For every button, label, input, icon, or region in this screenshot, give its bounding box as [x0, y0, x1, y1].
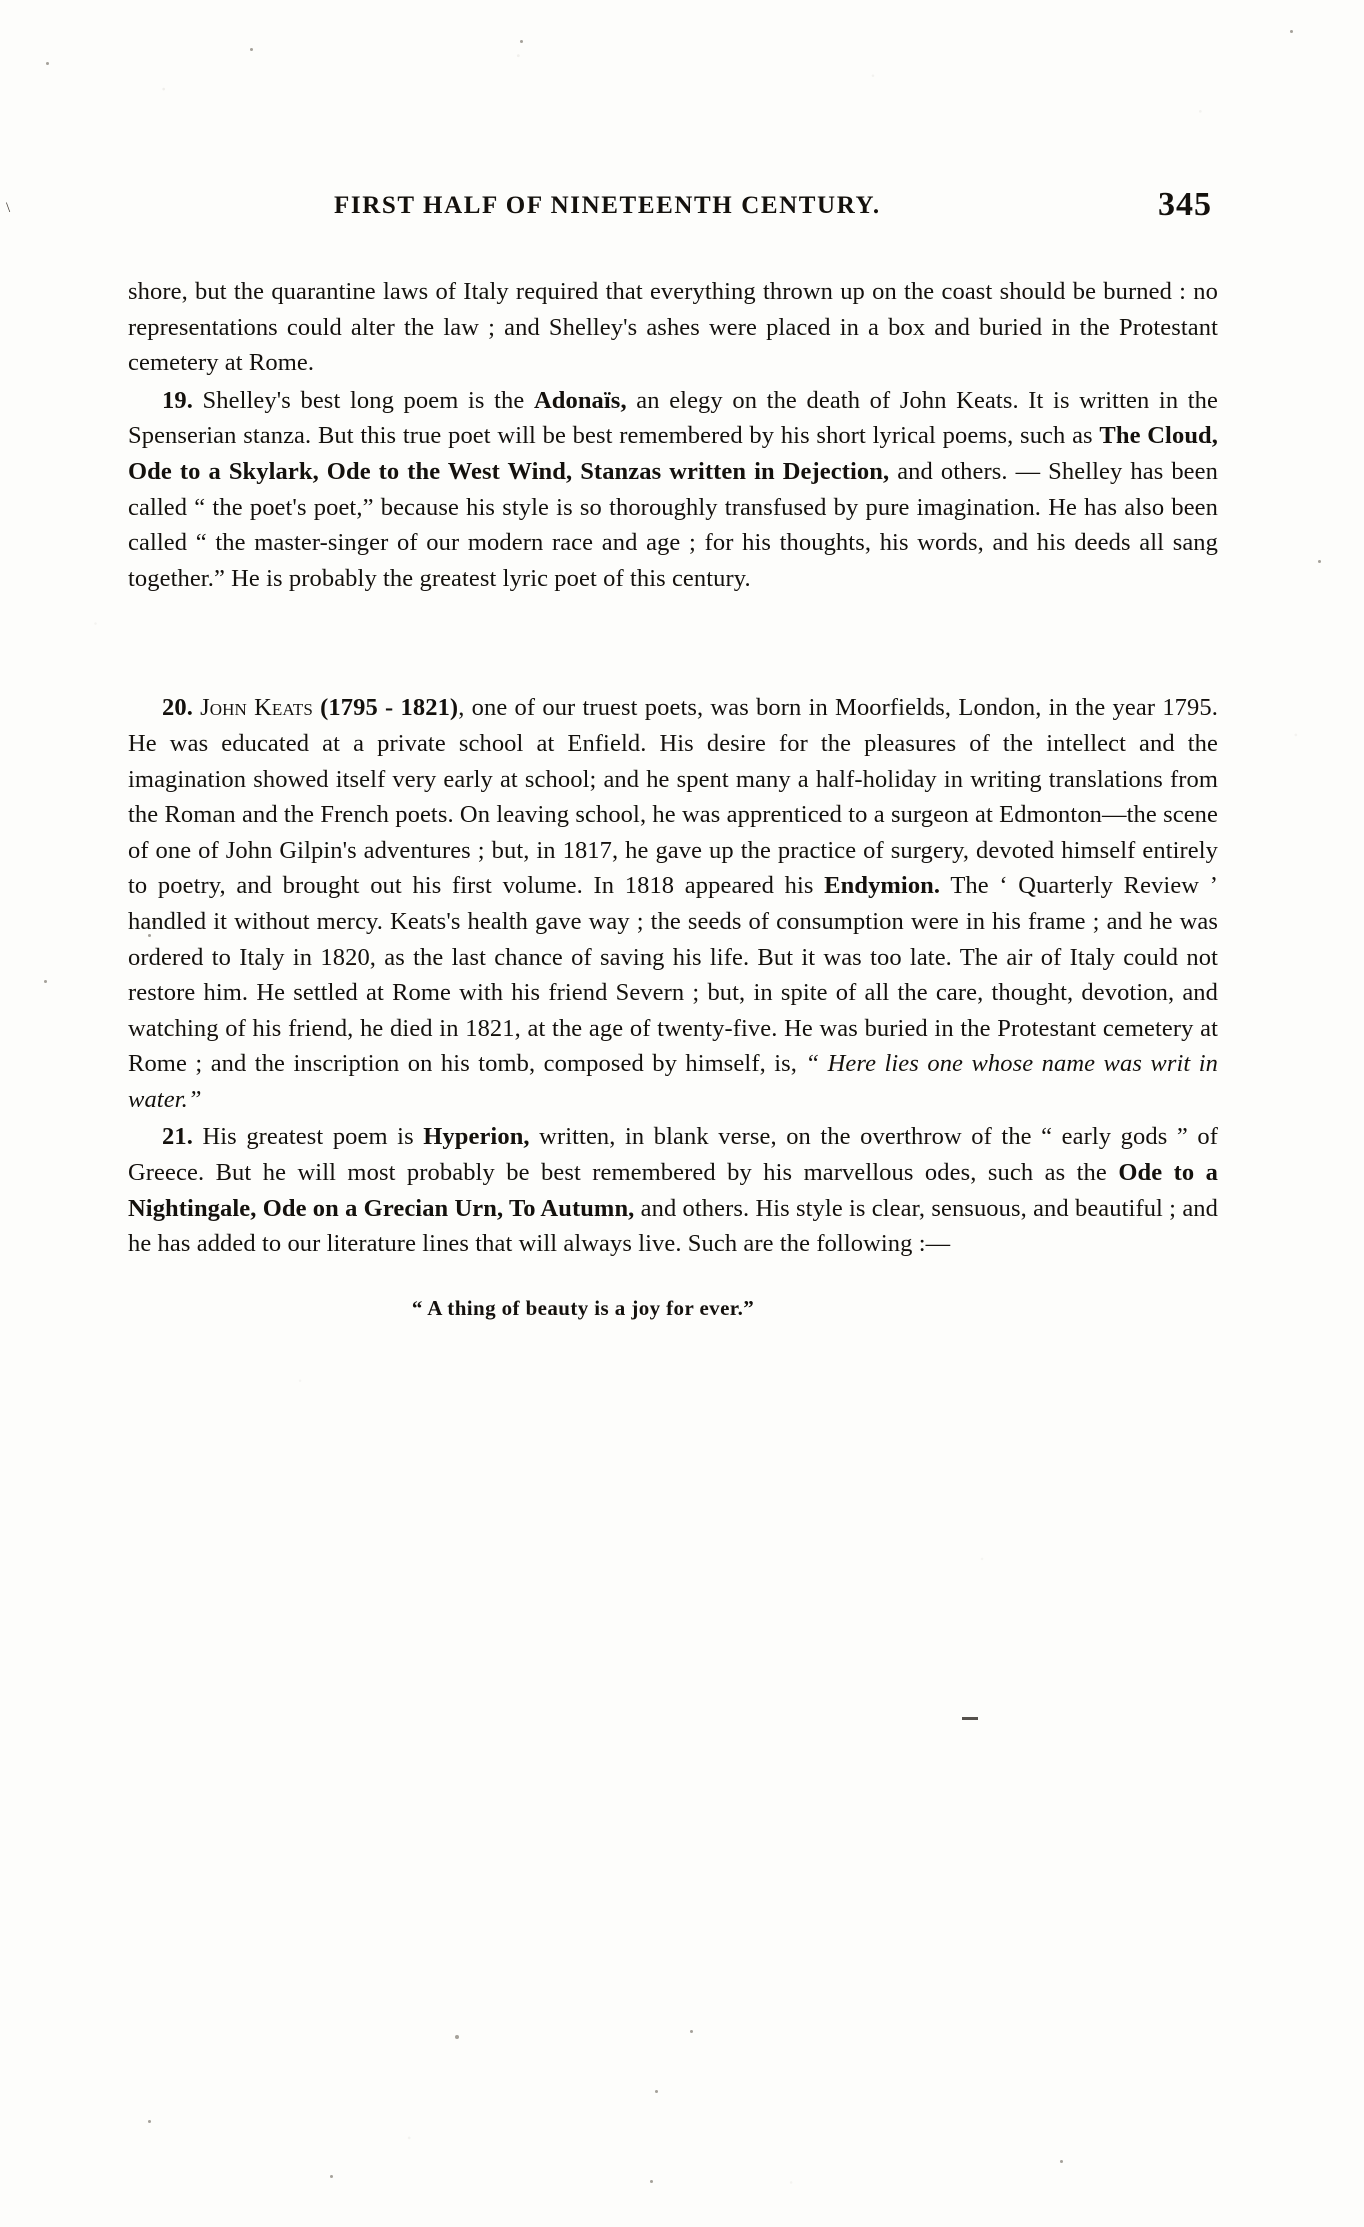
- paragraph-text: written, in blank verse, on the overthrow of the “ early gods ” of Greece. But he will most probably be best remembered by his marvellous odes, such as the: [128, 1123, 1218, 1187]
- paragraph-19: [128, 383, 1218, 597]
- work-titles-keats-odes: Ode to a Nightingale, Ode on a Grecian Urn, To Autumn,: [128, 1159, 1218, 1222]
- work-title-hyperion: Hyperion,: [423, 1123, 530, 1151]
- paragraph-text: and others. — Shelley has been called “ the poet's poet,” because his style is so thoroughly transfused by pure imagination. He has also been called “ the master-singer of our modern race and age ; for his thoughts, his words, and his deeds all sang together.” He is probably the greatest lyric poet of this century.: [128, 457, 1218, 592]
- paper-speck: [1060, 2160, 1063, 2163]
- paper-speck: [1290, 30, 1293, 33]
- paragraph-number: 21.: [162, 1123, 193, 1151]
- paper-speck: [44, 980, 47, 983]
- paper-speck: [690, 2030, 693, 2033]
- paragraph-continuation: [128, 274, 1218, 381]
- paragraph-21: [128, 1119, 1218, 1261]
- paragraph-text: an elegy on the death of John Keats. It is written in the Spenserian stanza. But this true poet will be best remembered by his short lyrical poems, such as: [128, 386, 1219, 450]
- epitaph-quotation: “ Here lies one whose name was writ in water.”: [128, 1050, 1218, 1113]
- author-name-keats: John Keats: [200, 694, 313, 722]
- page-header: [6, 186, 1218, 248]
- work-title-endymion: Endymion.: [824, 872, 941, 900]
- paragraph-text: , one of our truest poets, was born in Moorfields, London, in the year 1795. He was educated at a private school at Enfield. His desire for the pleasures of the intellect and the imagination showed itself very early at school; and he spent many a half-holiday in writing translations from the Roman and the French poets. On leaving school, he was apprenticed to a surgeon at Edmonton—the scene of one of John Gilpin's adventures ; but, in 1817, he gave up the practice of surgery, devoted himself entirely to poetry, and brought out his first volume. In 1818 appeared his: [128, 694, 1218, 900]
- work-title-adonais: Adonaïs,: [533, 386, 627, 414]
- page-content: [6, 0, 1219, 1321]
- paper-speck: [455, 2035, 459, 2039]
- paragraph-20: [128, 690, 1218, 1117]
- paper-speck: [650, 2180, 653, 2183]
- paper-speck: [330, 2175, 333, 2178]
- author-dates: (1795 - 1821): [320, 694, 459, 722]
- margin-tick-mark: \: [6, 200, 11, 216]
- stray-ink-mark: [962, 1717, 978, 1720]
- paper-speck: [46, 62, 49, 65]
- paragraph-text: His greatest poem is: [192, 1123, 424, 1151]
- verse-quotation: “ A thing of beauty is a joy for ever.”: [411, 1295, 755, 1320]
- page-number: 345: [1158, 186, 1212, 223]
- paper-speck: [1318, 560, 1321, 563]
- paragraph-number: 20.: [162, 694, 193, 722]
- paper-speck: [655, 2090, 658, 2093]
- paragraph-text: and others. His style is clear, sensuous, and beautiful ; and he has added to our literature lines that will always live. Such are the following :—: [128, 1194, 1218, 1258]
- paper-speck: [148, 2120, 151, 2123]
- paragraph-number: 19.: [162, 386, 193, 414]
- paragraph-text: The ‘ Quarterly Review ’ handled it without mercy. Keats's health gave way ; the seeds of consumption were in his frame ; and he was ordered to Italy in 1820, as the last chance of saving his life. But it was too late. The air of Italy could not restore him. He settled at Rome with his friend Severn ; but, in spite of all the care, thought, devotion, and watching of his friend, he died in 1821, at the age of twenty-five. He was buried in the Protestant cemetery at Rome ; and the inscription on his tomb, composed by himself, is,: [128, 872, 1218, 1078]
- work-titles-shelley-lyrics: The Cloud, Ode to a Skylark, Ode to the West Wind, Stanzas written in Dejection,: [128, 422, 1218, 485]
- paragraph-text: shore, but the quarantine laws of Italy required that everything thrown up on the coast should be burned : no representations could alter the law ; and Shelley's ashes were placed in a box and buried in the Protestant cemetery at Rome.: [128, 278, 1218, 377]
- paragraph-text: Shelley's best long poem is the: [192, 386, 534, 414]
- running-head: FIRST HALF OF NINETEENTH CENTURY.: [334, 192, 881, 219]
